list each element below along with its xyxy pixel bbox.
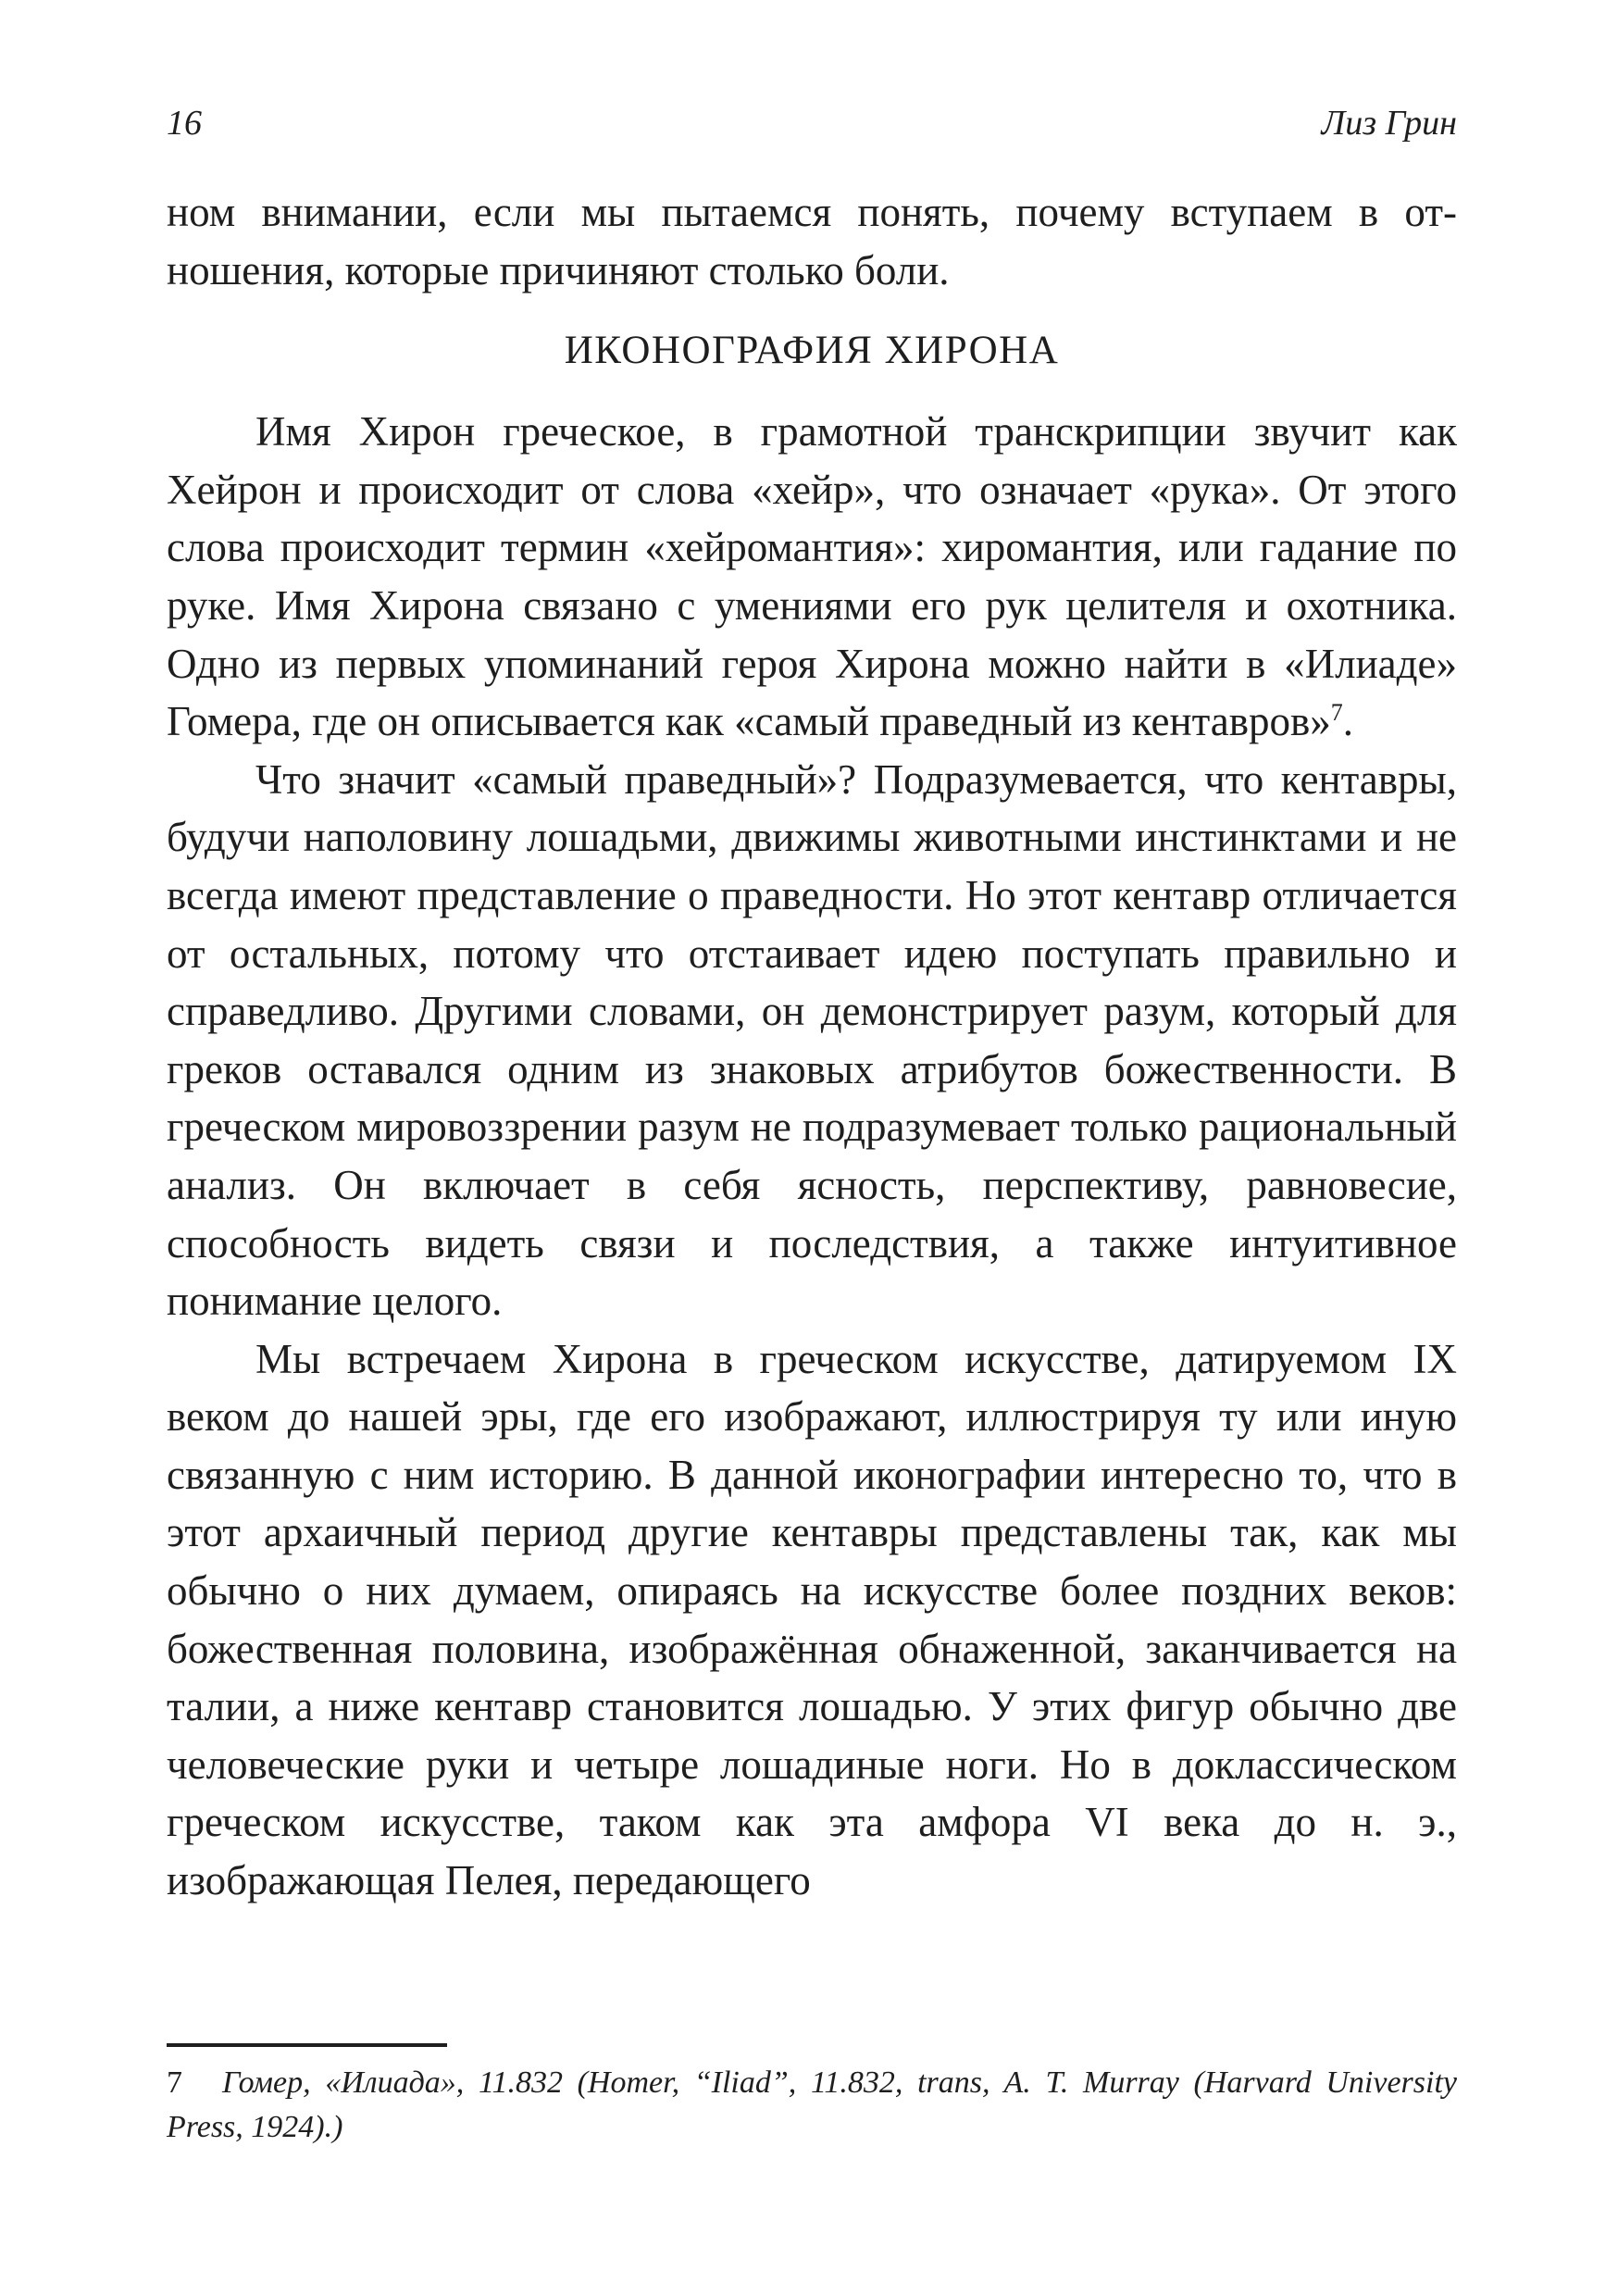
- footnote-7: [167, 2061, 1457, 2150]
- running-header: [167, 100, 1457, 146]
- footnote-divider: [167, 2043, 447, 2047]
- body-text: [167, 183, 1457, 1910]
- section-heading: ИКОНОГРАФИЯ ХИРОНА: [564, 329, 1060, 373]
- footnote-number: 7: [167, 2065, 182, 2100]
- footnote-text: Гомер, «Илиада», 11.832 (Homer, “Iliad”, 11.832, trans, A. T. Murray (Harvard University Press, 1924).): [167, 2065, 1457, 2144]
- paragraph-1: [167, 403, 1457, 751]
- paragraph-1-text: Имя Хирон греческое, в грамотной транскрипции звучит как Хейрон и происходит от слова «хейр», что означает «рука». От этого слова происходит термин «хейромантия»: хиромантия, или гадание по руке. Имя Хирона связано с умениями его рук целителя и охотника. Одно из первых упоминаний героя Хирона можно найти в «Илиаде» Гомера, где он описывается как «самый праведный из кентавров»: [167, 408, 1457, 745]
- paragraph-continued: ном внимании, если мы пытаемся понять, почему вступаем в отношения, которые причиняют столько боли.: [167, 189, 1457, 293]
- paragraph-1-end: .: [1342, 698, 1354, 745]
- page-number: 16: [167, 104, 202, 143]
- footnote-ref-7[interactable]: 7: [1330, 699, 1343, 727]
- running-author: Лиз Грин: [1321, 104, 1457, 143]
- book-page: [167, 0, 1457, 2296]
- footnotes: [167, 2061, 1457, 2150]
- paragraph-2: Что значит «самый праведный»? Подразумевается, что кентавры, будучи наполовину лошадьми, движимы животными инстинктами и не всегда имеют представление о праведности. Но этот кентавр отличается от остальных, потому что отстаивает идею поступать правильно и справедливо. Другими словами, он демонстрирует разум, который для греков оставался одним из знаковых атрибутов божественности. В греческом мировоззрении разум не подразумевает только рациональный анализ. Он включает в себя ясность, перспективу, равновесие, способность видеть связи и последствия, а также интуитивное понимание целого.: [167, 755, 1457, 1325]
- paragraph-3: Мы встречаем Хирона в греческом искусстве, датируемом IX веком до нашей эры, где его изображают, иллюстрируя ту или иную связанную с ним историю. В данной иконографии интересно то, что в этот архаичный период другие кентавры представлены так, как мы обычно о них думаем, опираясь на искусстве более поздних веков: божественная половина, изображённая обнаженной, заканчивается на талии, а ниже кентавр становится лошадью. У этих фигур обычно две человеческие руки и четыре лошадиные ноги. Но в доклассическом греческом искусстве, таком как эта амфора VI века до н. э., изображающая Пелея, передающего: [167, 1335, 1457, 1904]
